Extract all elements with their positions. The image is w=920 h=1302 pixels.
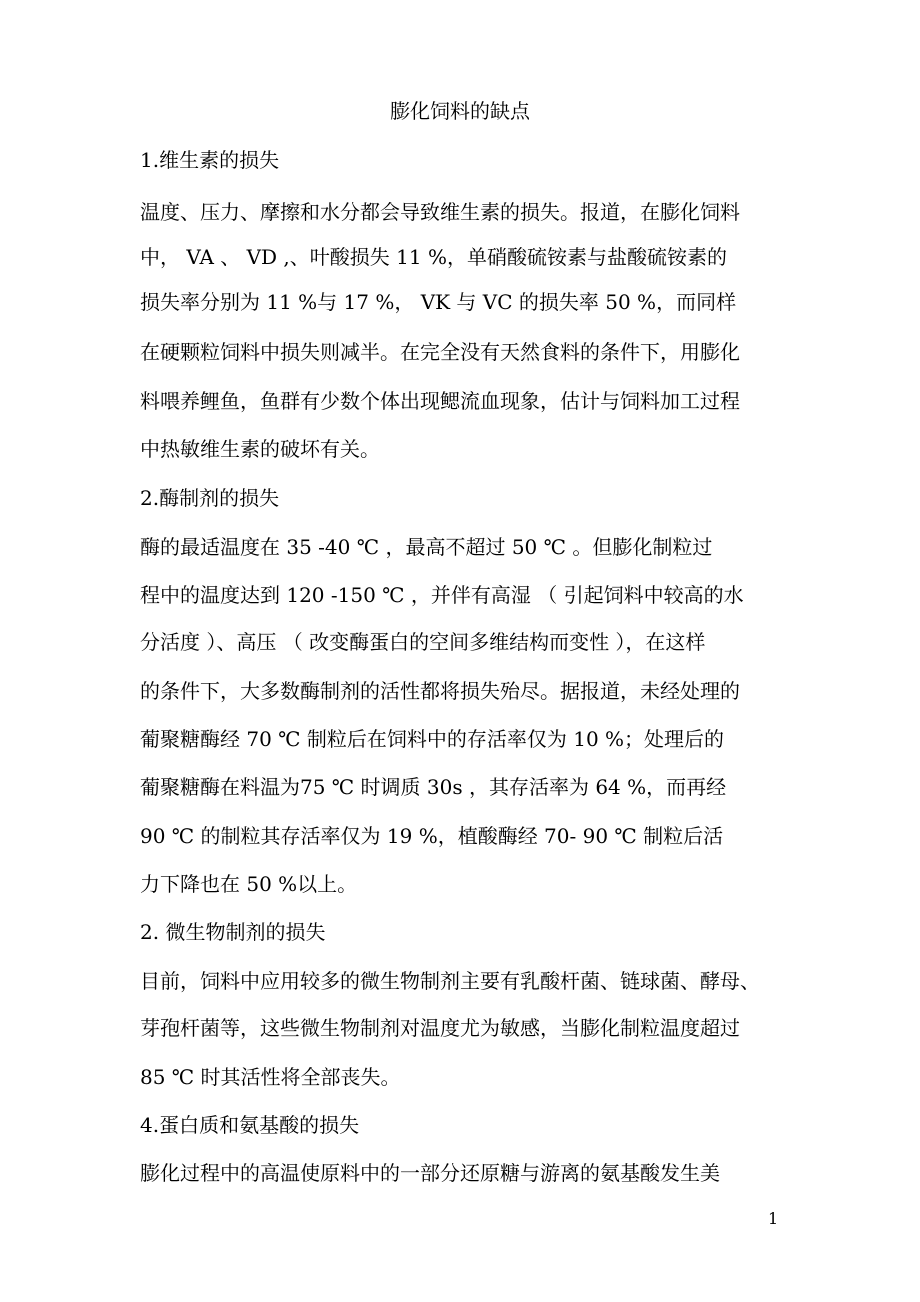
paragraph-line: 料喂养鲤鱼，鱼群有少数个体出现鳃流血现象，估计与饲料加工过程 (140, 389, 740, 413)
paragraph-line: 葡聚糖酶经 70 ℃ 制粒后在饲料中的存活率仅为 10 %；处理后的 (140, 727, 725, 751)
paragraph-line: 中热敏维生素的破坏有关。 (140, 437, 380, 461)
page-number: 1 (768, 1209, 779, 1228)
paragraph-line: 90 ℃ 的制粒其存活率仅为 19 %，植酸酶经 70- 90 ℃ 制粒后活 (140, 824, 724, 848)
paragraph-line: 力下降也在 50 %以上。 (140, 872, 358, 896)
paragraph-line: 温度、压力、摩擦和水分都会导致维生素的损失。报道，在膨化饲料 (140, 200, 740, 224)
paragraph-line: 目前，饲料中应用较多的微生物制剂主要有乳酸杆菌、链球菌、酵母、 (140, 969, 760, 993)
section-heading-enzyme-loss: 2.酶制剂的损失 (140, 486, 280, 510)
document-title: 膨化饲料的缺点 (390, 99, 530, 123)
paragraph-line: 葡聚糖酶在料温为75 ℃ 时调质 30s ，其存活率为 64 %，而再经 (140, 775, 727, 799)
paragraph-line: 酶的最适温度在 35 -40 ℃ ，最高不超过 50 ℃ 。但膨化制粒过 (140, 535, 713, 559)
section-heading-protein-loss: 4.蛋白质和氨基酸的损失 (140, 1113, 360, 1137)
paragraph-line: 损失率分别为 11 %与 17 %， VK 与 VC 的损失率 50 %，而同样 (140, 290, 737, 314)
paragraph-line: 膨化过程中的高温使原料中的一部分还原糖与游离的氨基酸发生美 (140, 1161, 720, 1185)
paragraph-line: 在硬颗粒饲料中损失则减半。在完全没有天然食料的条件下，用膨化 (140, 340, 740, 364)
paragraph-line: 中， VA 、 VD ,、叶酸损失 11 %，单硝酸硫铵素与盐酸硫铵素的 (140, 245, 727, 269)
paragraph-line: 85 ℃ 时其活性将全部丧失。 (140, 1065, 401, 1089)
section-heading-microbial-loss: 2. 微生物制剂的损失 (140, 920, 326, 944)
section-heading-vitamin-loss: 1.维生素的损失 (140, 148, 280, 172)
paragraph-line: 程中的温度达到 120 -150 ℃ ，并伴有高湿 （ 引起饲料中较高的水 (140, 583, 744, 607)
paragraph-line: 芽孢杆菌等，这些微生物制剂对温度尤为敏感，当膨化制粒温度超过 (140, 1016, 740, 1040)
paragraph-line: 分活度 ）、高压 （ 改变酶蛋白的空间多维结构而变性 ），在这样 (140, 630, 706, 654)
paragraph-line: 的条件下，大多数酶制剂的活性都将损失殆尽。据报道，未经处理的 (140, 679, 740, 703)
